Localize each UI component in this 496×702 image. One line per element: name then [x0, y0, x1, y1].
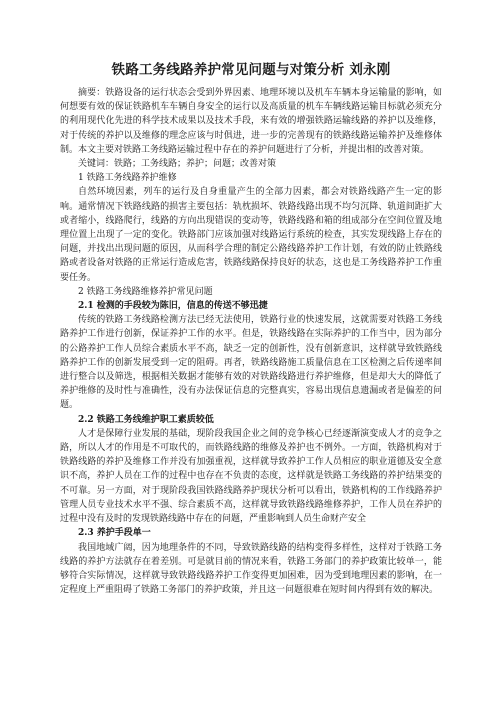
section-2-1-heading: 2.1 检测的手段较为陈旧，信息的传送不够迅捷 — [78, 301, 268, 312]
section-1-heading: 1 铁路工务线路养护维修 — [78, 173, 177, 184]
keywords-line: 关键词：铁路；工务线路；养护；问题；改善对策 — [78, 159, 277, 170]
section-2-heading: 2 铁路工务线路维修养护常见问题 — [78, 286, 213, 297]
section-2-2-heading: 2.2 铁路工务线维护职工素质较低 — [78, 414, 214, 425]
abstract-paragraph: 摘要：铁路设备的运行状态会受到外界因素、地理环境以及机车车辆本身运输量的影响，如何想要有效的保证铁路机车车辆自身安全的运行以及高质量的机车车辆线路运输目标就必须充分的利用现代化先进的科学技术成果以及技术手段，来有效的增强铁路运输线路的养护以及维修，对于传统的养护以及维修的理念应该与时俱进，进一步的完善现有的铁路线路运输养护及维修体制。本文主要对铁路工务线路运输过程中存在的养护问题进行了分析，并提出相的改善对策。 — [60, 88, 442, 155]
paper-title: 铁路工务线路养护常见问题与对策分析 刘永刚 — [111, 62, 391, 78]
section-2-2-paragraph: 人才是保障行业发展的基础，现阶段我国企业之间的竞争核心已经逐渐演变成人才的竞争之路，所以人才的作用是不可取代的，而铁路线路的维修及养护也不例外。一方面，铁路机构对于铁路线路的养护及维修工作并没有加强重视，这样就导致养护工作人员相应的职业道德及安全意识不高，养护人员在工作的过程中也存在不负责的态度，这样就是铁路工务线路的养护结果变的不可靠。另一方面，对于现阶段我国铁路线路养护现状分析可以看出，铁路机构的工作线路养护管理人员专业技术水平不强、综合素质不高，这样就导致铁路线路维修养护，工作人员在养护的过程中没有及时的发现铁路线路中存在的问题，严重影响到人员生命财产安全 — [60, 428, 442, 525]
section-1-paragraph: 自然环境因素，列车的运行及自身重量产生的全部力因素，都会对铁路线路产生一定的影响。通常情况下铁路线路的损害主要包括：轨枕损坏、铁路线路出现不均匀沉降、轨道间距扩大或者缩小，线路爬行，线路的方向出现错误的变动等，铁路线路和箱的组成部分在空间位置及地理位置上出现了一定的变化。铁路部门应该加强对线路运行系统的检查，其实发现线路上存在的问题，并找出出现问题的原因，从而科学合理的制定公路线路养护工作计划，有效的防止铁路线路或者设备对铁路的正常运行造成危害，铁路线路保持良好的状态，这也是工务线路养护工作重要任务。 — [60, 187, 442, 283]
section-2-3-paragraph: 我国地域广阔，因为地理条件的不同，导致铁路线路的结构变得多样性，这样对于铁路工务线路的养护方法就存在着差别。可是就目前的情况来看，铁路工务部门的养护政策比较单一，能够符合实际情况，这样就导致铁路线路养护工作变得更加困难，因为受到地理因素的影响，在一定程度上严重阻碍了铁路工务部门的养护政策，并且这一问题很难在短时间内得到有效的解决。 — [60, 542, 442, 596]
section-2-1-paragraph: 传统的铁路工务线路检测方法已经无法使用，铁路行业的快速发展，这就需要对铁路工务线路养护工作进行创新，保证养护工作的水平。但是，铁路线路在实际养护的工作当中，因为部分的公路养护工作人员综合素质水平不高，缺乏一定的创新性，没有创新意识，这样就导致铁路线路养护工作的创新发展受到一定的阻碍。再者，铁路线路施工质量信息在工区检测之后传递率间进行整合以及筛选，根据相关数据才能够有效的对铁路线路进行养护维修，但是却大大的降低了养护维修的及时性与准确性，没有办法保证信息的完整真实，容易出现信息遗漏或者是偏差的问题。 — [60, 315, 442, 411]
section-2-3-heading: 2.3 养护手段单一 — [78, 528, 151, 539]
